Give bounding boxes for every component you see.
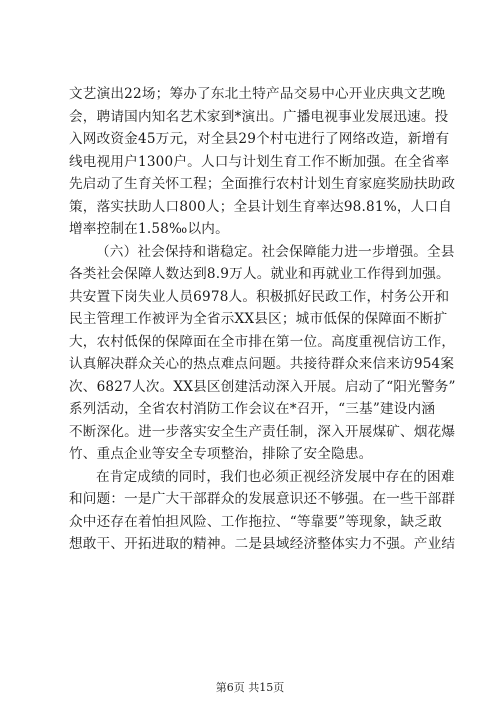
text-line: 认真解决群众关心的热点难点问题。共接待群众来信来访954案 — [69, 356, 455, 372]
text-line: 增率控制在1.58‰以内。 — [69, 221, 229, 237]
text-line: 先启动了生育关怀工程；全面推行农村计划生育家庭奖励扶助政 — [69, 176, 456, 192]
body-text — [69, 83, 456, 556]
text-line: 次、6827人次。XX县区创建活动深入开展。启动了“阳光警务” — [69, 378, 456, 395]
text-line: 不断深化。进一步落实安全生产责任制，深入开展煤矿、烟花爆 — [69, 423, 456, 440]
text-line: 在肯定成绩的同时，我们也必须正视经济发展中存在的困难 — [96, 468, 455, 485]
text-line: 策，落实扶助人口800人；全县计划生育率达98.81%，人口自 — [69, 198, 453, 215]
text-line: 大，农村低保的保障面在全市排在第一位。高度重视信访工作， — [69, 333, 456, 350]
text-line: 线电视用户1300户。人口与计划生育工作不断加强。在全省率 — [69, 153, 450, 170]
text-line: 共安置下岗失业人员6978人。积极抓好民政工作，村务公开和 — [69, 288, 450, 305]
text-line: 系列活动，全省农村消防工作会议在*召开，“三基”建设内涵 — [69, 401, 436, 417]
text-line: 竹、重点企业等安全专项整治，排除了安全隐患。 — [69, 446, 373, 462]
text-line: 会，聘请国内知名艺术家到*演出。广播电视事业发展迅速。投 — [69, 108, 449, 125]
text-line: 民主管理工作被评为全省示XX县区；城市低保的保障面不断扩 — [69, 311, 448, 327]
text-line: 入网改资金45万元，对全县29个村屯进行了网络改造，新增有 — [69, 131, 450, 147]
text-line: 和问题：一是广大干部群众的发展意识还不够强。在一些干部群 — [69, 491, 456, 507]
text-line: 想敢干、开拓进取的精神。二是县域经济整体实力不强。产业结 — [69, 536, 456, 552]
text-line: 众中还存在着怕担风险、工作拖拉、“等靠要”等现象，缺乏敢 — [69, 513, 442, 530]
text-line: 文艺演出22场；筹办了东北土特产品交易中心开业庆典文艺晚 — [69, 86, 446, 102]
text-line: （六）社会保持和谐稳定。社会保障能力进一步增强。全县 — [96, 243, 455, 260]
text-line: 各类社会保障人数达到8.9万人。就业和再就业工作得到加强。 — [69, 266, 450, 282]
page-footer: 第6页 共15页 — [215, 681, 285, 694]
